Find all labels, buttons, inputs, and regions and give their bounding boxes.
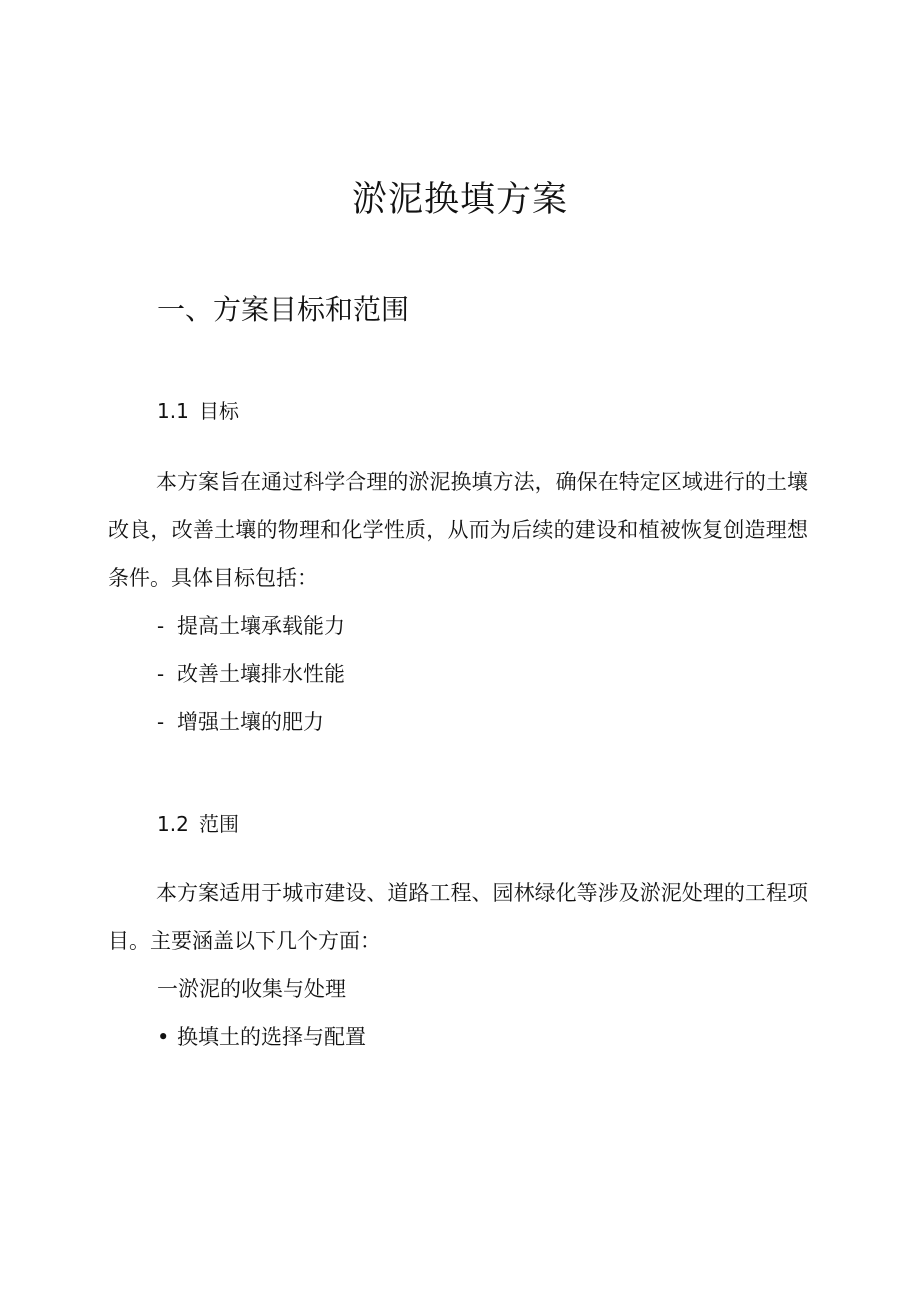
subsection-title: 范围 [199, 812, 239, 836]
list-item [157, 659, 345, 689]
list-item-text: 改善土壤排水性能 [177, 662, 345, 686]
subsection-number: 1.2 [157, 812, 189, 836]
list-item-text: 提高土壤承载能力 [177, 614, 345, 638]
list-item [157, 974, 346, 1004]
list-item [157, 1022, 366, 1052]
subsection-title: 目标 [199, 399, 239, 423]
document-title: 淤泥换填方案 [351, 180, 568, 220]
subsection-number: 1.1 [157, 399, 189, 423]
list-item-text: 增强土壤的肥力 [177, 710, 324, 734]
goals-paragraph: 本方案旨在通过科学合理的淤泥换填方法，确保在特定区域进行的土壤改良，改善土壤的物理和化学性质，从而为后续的建设和植被恢复创造理想条件。具体目标包括： [108, 470, 808, 590]
list-marker: - [157, 614, 165, 638]
subsection-heading-goals [157, 396, 239, 426]
scope-paragraph: 本方案适用于城市建设、道路工程、园林绿化等涉及淤泥处理的工程项目。主要涵盖以下几个方面： [108, 881, 808, 953]
list-item-text: 一淤泥的收集与处理 [157, 977, 346, 1001]
list-marker: • [157, 1025, 170, 1049]
list-marker: - [157, 710, 165, 734]
section-heading: 一、方案目标和范围 [157, 293, 410, 326]
list-item [157, 611, 345, 641]
list-item-text: 换填土的选择与配置 [177, 1025, 366, 1049]
list-marker: - [157, 662, 165, 686]
list-item [157, 707, 324, 737]
subsection-heading-scope [157, 809, 239, 839]
